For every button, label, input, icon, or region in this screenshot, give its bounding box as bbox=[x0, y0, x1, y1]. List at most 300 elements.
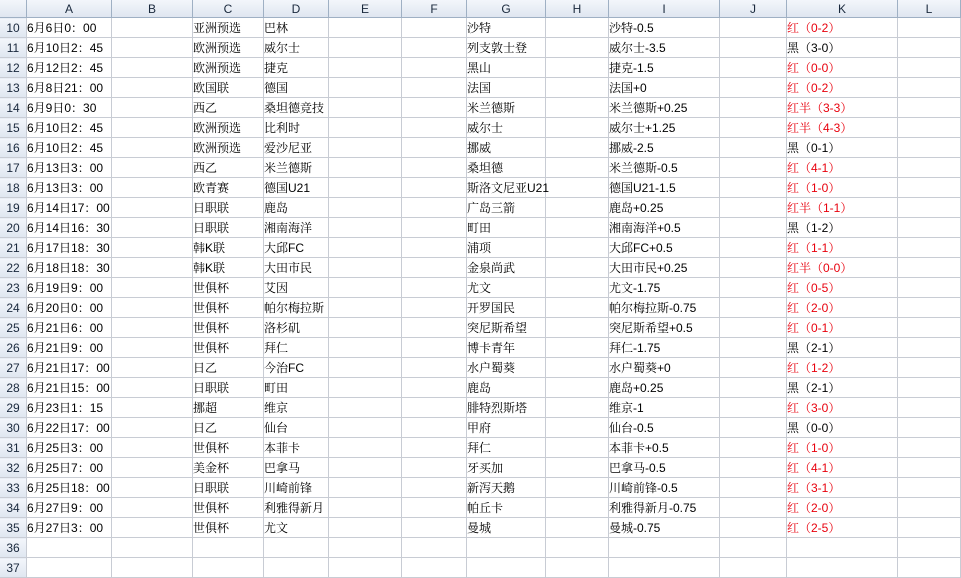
cell-h[interactable] bbox=[546, 518, 609, 538]
table-row[interactable] bbox=[0, 358, 961, 378]
cell-j[interactable] bbox=[720, 538, 787, 558]
cell-result[interactable]: 红（1-2） bbox=[787, 358, 898, 378]
row-header[interactable]: 23 bbox=[0, 278, 27, 298]
cell-pick[interactable]: 威尔士-3.5 bbox=[609, 38, 720, 58]
cell-home-team[interactable]: 大田市民 bbox=[264, 258, 329, 278]
cell-l[interactable] bbox=[898, 538, 961, 558]
cell-away-team[interactable]: 斯洛文尼亚U21 bbox=[467, 178, 546, 198]
cell-home-team[interactable]: 利雅得新月 bbox=[264, 498, 329, 518]
table-row[interactable] bbox=[0, 118, 961, 138]
table-row[interactable] bbox=[0, 338, 961, 358]
row-header[interactable]: 27 bbox=[0, 358, 27, 378]
cell-f[interactable] bbox=[402, 18, 467, 38]
column-header-k[interactable]: K bbox=[787, 0, 898, 18]
cell-l[interactable] bbox=[898, 498, 961, 518]
cell-j[interactable] bbox=[720, 518, 787, 538]
cell-b[interactable] bbox=[112, 138, 193, 158]
cell-f[interactable] bbox=[402, 298, 467, 318]
cell-e[interactable] bbox=[329, 118, 402, 138]
row-header[interactable]: 10 bbox=[0, 18, 27, 38]
cell-result[interactable]: 红（3-0） bbox=[787, 398, 898, 418]
cell-f[interactable] bbox=[402, 398, 467, 418]
row-header[interactable]: 20 bbox=[0, 218, 27, 238]
cell-l[interactable] bbox=[898, 278, 961, 298]
cell-home-team[interactable]: 拜仁 bbox=[264, 338, 329, 358]
cell-away-team[interactable]: 曼城 bbox=[467, 518, 546, 538]
cell-pick[interactable]: 拜仁-1.75 bbox=[609, 338, 720, 358]
cell-f[interactable] bbox=[402, 558, 467, 578]
cell-l[interactable] bbox=[898, 318, 961, 338]
column-header-l[interactable]: L bbox=[898, 0, 961, 18]
cell-l[interactable] bbox=[898, 398, 961, 418]
cell-h[interactable] bbox=[546, 18, 609, 38]
cell-l[interactable] bbox=[898, 198, 961, 218]
cell-j[interactable] bbox=[720, 358, 787, 378]
cell-j[interactable] bbox=[720, 318, 787, 338]
cell-j[interactable] bbox=[720, 78, 787, 98]
row-header[interactable]: 37 bbox=[0, 558, 27, 578]
cell-b[interactable] bbox=[112, 498, 193, 518]
cell-j[interactable] bbox=[720, 378, 787, 398]
cell-date[interactable]: 6月13日3：00 bbox=[27, 158, 112, 178]
cell-league[interactable]: 韩K联 bbox=[193, 238, 264, 258]
cell-league[interactable]: 世俱杯 bbox=[193, 438, 264, 458]
cell-result[interactable]: 红（4-1） bbox=[787, 458, 898, 478]
cell-l[interactable] bbox=[898, 158, 961, 178]
cell-date[interactable]: 6月22日17：00 bbox=[27, 418, 112, 438]
table-row[interactable] bbox=[0, 18, 961, 38]
cell-l[interactable] bbox=[898, 418, 961, 438]
cell-league[interactable]: 世俱杯 bbox=[193, 318, 264, 338]
cell-l[interactable] bbox=[898, 238, 961, 258]
cell-f[interactable] bbox=[402, 358, 467, 378]
cell-pick[interactable]: 捷克-1.5 bbox=[609, 58, 720, 78]
table-row[interactable] bbox=[0, 138, 961, 158]
cell-home-team[interactable]: 町田 bbox=[264, 378, 329, 398]
table-row[interactable] bbox=[0, 78, 961, 98]
cell-f[interactable] bbox=[402, 538, 467, 558]
cell-l[interactable] bbox=[898, 118, 961, 138]
cell-league[interactable]: 日职联 bbox=[193, 198, 264, 218]
cell-home-team[interactable]: 仙台 bbox=[264, 418, 329, 438]
cell-result[interactable]: 红（2-0） bbox=[787, 298, 898, 318]
cell-b[interactable] bbox=[112, 58, 193, 78]
cell-result[interactable]: 红（2-0） bbox=[787, 498, 898, 518]
cell-date[interactable]: 6月6日0：00 bbox=[27, 18, 112, 38]
cell-result[interactable] bbox=[787, 538, 898, 558]
cell-b[interactable] bbox=[112, 318, 193, 338]
cell-home-team[interactable]: 爱沙尼亚 bbox=[264, 138, 329, 158]
cell-result[interactable]: 红（0-1） bbox=[787, 318, 898, 338]
cell-home-team[interactable]: 今治FC bbox=[264, 358, 329, 378]
cell-home-team[interactable]: 鹿岛 bbox=[264, 198, 329, 218]
cell-pick[interactable]: 维京-1 bbox=[609, 398, 720, 418]
cell-e[interactable] bbox=[329, 478, 402, 498]
cell-league[interactable]: 日乙 bbox=[193, 418, 264, 438]
cell-league[interactable]: 韩K联 bbox=[193, 258, 264, 278]
cell-b[interactable] bbox=[112, 338, 193, 358]
cell-pick[interactable]: 仙台-0.5 bbox=[609, 418, 720, 438]
table-row[interactable] bbox=[0, 518, 961, 538]
cell-f[interactable] bbox=[402, 258, 467, 278]
cell-f[interactable] bbox=[402, 378, 467, 398]
cell-l[interactable] bbox=[898, 358, 961, 378]
cell-j[interactable] bbox=[720, 38, 787, 58]
cell-result[interactable] bbox=[787, 558, 898, 578]
cell-away-team[interactable]: 拜仁 bbox=[467, 438, 546, 458]
cell-f[interactable] bbox=[402, 338, 467, 358]
row-header[interactable]: 14 bbox=[0, 98, 27, 118]
cell-date[interactable]: 6月14日16：30 bbox=[27, 218, 112, 238]
cell-h[interactable] bbox=[546, 398, 609, 418]
cell-home-team[interactable]: 威尔士 bbox=[264, 38, 329, 58]
cell-date[interactable]: 6月27日3：00 bbox=[27, 518, 112, 538]
row-header[interactable]: 21 bbox=[0, 238, 27, 258]
cell-h[interactable] bbox=[546, 498, 609, 518]
cell-l[interactable] bbox=[898, 138, 961, 158]
row-header[interactable]: 29 bbox=[0, 398, 27, 418]
cell-f[interactable] bbox=[402, 518, 467, 538]
cell-result[interactable]: 黑（1-2） bbox=[787, 218, 898, 238]
cell-result[interactable]: 黑（0-0） bbox=[787, 418, 898, 438]
cell-b[interactable] bbox=[112, 98, 193, 118]
cell-e[interactable] bbox=[329, 558, 402, 578]
cell-h[interactable] bbox=[546, 138, 609, 158]
cell-b[interactable] bbox=[112, 358, 193, 378]
cell-away-team[interactable]: 鹿岛 bbox=[467, 378, 546, 398]
cell-h[interactable] bbox=[546, 458, 609, 478]
cell-home-team[interactable]: 帕尔梅拉斯 bbox=[264, 298, 329, 318]
column-header-a[interactable]: A bbox=[27, 0, 112, 18]
row-header[interactable]: 19 bbox=[0, 198, 27, 218]
table-row[interactable] bbox=[0, 558, 961, 578]
cell-j[interactable] bbox=[720, 458, 787, 478]
cell-h[interactable] bbox=[546, 298, 609, 318]
cell-away-team[interactable]: 浦项 bbox=[467, 238, 546, 258]
cell-league[interactable]: 日职联 bbox=[193, 218, 264, 238]
cell-home-team[interactable]: 本菲卡 bbox=[264, 438, 329, 458]
cell-away-team[interactable]: 博卡青年 bbox=[467, 338, 546, 358]
cell-pick[interactable] bbox=[609, 558, 720, 578]
cell-l[interactable] bbox=[898, 258, 961, 278]
cell-h[interactable] bbox=[546, 378, 609, 398]
cell-league[interactable]: 美金杯 bbox=[193, 458, 264, 478]
cell-j[interactable] bbox=[720, 178, 787, 198]
cell-result[interactable]: 红（4-1） bbox=[787, 158, 898, 178]
cell-home-team[interactable] bbox=[264, 558, 329, 578]
cell-home-team[interactable]: 巴拿马 bbox=[264, 458, 329, 478]
cell-away-team[interactable]: 挪威 bbox=[467, 138, 546, 158]
cell-f[interactable] bbox=[402, 38, 467, 58]
cell-home-team[interactable]: 大邱FC bbox=[264, 238, 329, 258]
cell-e[interactable] bbox=[329, 378, 402, 398]
cell-away-team[interactable]: 牙买加 bbox=[467, 458, 546, 478]
cell-h[interactable] bbox=[546, 418, 609, 438]
cell-l[interactable] bbox=[898, 558, 961, 578]
cell-b[interactable] bbox=[112, 558, 193, 578]
row-header[interactable]: 12 bbox=[0, 58, 27, 78]
cell-league[interactable]: 欧洲预选 bbox=[193, 138, 264, 158]
cell-date[interactable]: 6月13日3：00 bbox=[27, 178, 112, 198]
cell-l[interactable] bbox=[898, 58, 961, 78]
cell-pick[interactable]: 尤文-1.75 bbox=[609, 278, 720, 298]
cell-f[interactable] bbox=[402, 438, 467, 458]
row-header[interactable]: 32 bbox=[0, 458, 27, 478]
cell-pick[interactable]: 利雅得新月-0.75 bbox=[609, 498, 720, 518]
table-row[interactable] bbox=[0, 178, 961, 198]
cell-b[interactable] bbox=[112, 258, 193, 278]
cell-date[interactable] bbox=[27, 558, 112, 578]
cell-f[interactable] bbox=[402, 498, 467, 518]
cell-b[interactable] bbox=[112, 198, 193, 218]
column-header-f[interactable]: F bbox=[402, 0, 467, 18]
cell-j[interactable] bbox=[720, 118, 787, 138]
cell-l[interactable] bbox=[898, 178, 961, 198]
row-header[interactable]: 22 bbox=[0, 258, 27, 278]
cell-date[interactable]: 6月21日6：00 bbox=[27, 318, 112, 338]
cell-league[interactable]: 欧洲预选 bbox=[193, 58, 264, 78]
table-row[interactable] bbox=[0, 398, 961, 418]
cell-away-team[interactable]: 威尔士 bbox=[467, 118, 546, 138]
cell-pick[interactable]: 挪威-2.5 bbox=[609, 138, 720, 158]
cell-j[interactable] bbox=[720, 18, 787, 38]
cell-result[interactable]: 红（0-5） bbox=[787, 278, 898, 298]
row-header[interactable]: 34 bbox=[0, 498, 27, 518]
cell-f[interactable] bbox=[402, 58, 467, 78]
cell-l[interactable] bbox=[898, 18, 961, 38]
table-row[interactable] bbox=[0, 498, 961, 518]
cell-e[interactable] bbox=[329, 98, 402, 118]
cell-b[interactable] bbox=[112, 178, 193, 198]
cell-home-team[interactable]: 川崎前锋 bbox=[264, 478, 329, 498]
cell-j[interactable] bbox=[720, 338, 787, 358]
cell-pick[interactable] bbox=[609, 538, 720, 558]
cell-date[interactable]: 6月25日7：00 bbox=[27, 458, 112, 478]
cell-date[interactable]: 6月12日2：45 bbox=[27, 58, 112, 78]
cell-h[interactable] bbox=[546, 38, 609, 58]
row-header[interactable]: 17 bbox=[0, 158, 27, 178]
table-row[interactable] bbox=[0, 318, 961, 338]
cell-away-team[interactable]: 新泻天鹅 bbox=[467, 478, 546, 498]
cell-pick[interactable]: 威尔士+1.25 bbox=[609, 118, 720, 138]
cell-h[interactable] bbox=[546, 98, 609, 118]
cell-f[interactable] bbox=[402, 458, 467, 478]
cell-date[interactable]: 6月19日9：00 bbox=[27, 278, 112, 298]
cell-date[interactable]: 6月9日0：30 bbox=[27, 98, 112, 118]
cell-j[interactable] bbox=[720, 58, 787, 78]
cell-league[interactable]: 世俱杯 bbox=[193, 498, 264, 518]
table-row[interactable] bbox=[0, 478, 961, 498]
cell-league[interactable]: 西乙 bbox=[193, 158, 264, 178]
cell-pick[interactable]: 巴拿马-0.5 bbox=[609, 458, 720, 478]
cell-b[interactable] bbox=[112, 458, 193, 478]
cell-away-team[interactable]: 列支敦士登 bbox=[467, 38, 546, 58]
cell-j[interactable] bbox=[720, 298, 787, 318]
cell-date[interactable]: 6月20日0：00 bbox=[27, 298, 112, 318]
cell-j[interactable] bbox=[720, 218, 787, 238]
row-header[interactable]: 35 bbox=[0, 518, 27, 538]
cell-l[interactable] bbox=[898, 38, 961, 58]
cell-e[interactable] bbox=[329, 18, 402, 38]
cell-pick[interactable]: 大田市民+0.25 bbox=[609, 258, 720, 278]
cell-e[interactable] bbox=[329, 498, 402, 518]
cell-e[interactable] bbox=[329, 338, 402, 358]
cell-away-team[interactable] bbox=[467, 558, 546, 578]
table-row[interactable] bbox=[0, 438, 961, 458]
cell-l[interactable] bbox=[898, 458, 961, 478]
cell-pick[interactable]: 鹿岛+0.25 bbox=[609, 198, 720, 218]
column-header-b[interactable]: B bbox=[112, 0, 193, 18]
table-row[interactable] bbox=[0, 458, 961, 478]
cell-j[interactable] bbox=[720, 258, 787, 278]
cell-date[interactable]: 6月21日9：00 bbox=[27, 338, 112, 358]
cell-result[interactable]: 红（2-5） bbox=[787, 518, 898, 538]
cell-away-team[interactable]: 沙特 bbox=[467, 18, 546, 38]
cell-f[interactable] bbox=[402, 118, 467, 138]
cell-result[interactable]: 黑（2-1） bbox=[787, 378, 898, 398]
cell-result[interactable]: 红半（4-3） bbox=[787, 118, 898, 138]
cell-f[interactable] bbox=[402, 318, 467, 338]
cell-result[interactable]: 红（3-1） bbox=[787, 478, 898, 498]
row-header[interactable]: 26 bbox=[0, 338, 27, 358]
cell-h[interactable] bbox=[546, 178, 609, 198]
table-row[interactable] bbox=[0, 58, 961, 78]
cell-f[interactable] bbox=[402, 418, 467, 438]
cell-result[interactable]: 红（0-2） bbox=[787, 78, 898, 98]
cell-b[interactable] bbox=[112, 278, 193, 298]
table-row[interactable] bbox=[0, 38, 961, 58]
cell-result[interactable]: 红（1-0） bbox=[787, 438, 898, 458]
cell-away-team[interactable]: 广岛三箭 bbox=[467, 198, 546, 218]
cell-result[interactable]: 黑（3-0） bbox=[787, 38, 898, 58]
cell-pick[interactable]: 曼城-0.75 bbox=[609, 518, 720, 538]
cell-league[interactable]: 欧青赛 bbox=[193, 178, 264, 198]
cell-e[interactable] bbox=[329, 398, 402, 418]
cell-pick[interactable]: 水户蜀葵+0 bbox=[609, 358, 720, 378]
cell-league[interactable] bbox=[193, 538, 264, 558]
cell-away-team[interactable]: 黑山 bbox=[467, 58, 546, 78]
cell-league[interactable]: 欧洲预选 bbox=[193, 118, 264, 138]
cell-j[interactable] bbox=[720, 418, 787, 438]
cell-result[interactable]: 红半（3-3） bbox=[787, 98, 898, 118]
cell-away-team[interactable]: 町田 bbox=[467, 218, 546, 238]
cell-home-team[interactable]: 德国 bbox=[264, 78, 329, 98]
cell-home-team[interactable]: 米兰德斯 bbox=[264, 158, 329, 178]
cell-pick[interactable]: 沙特-0.5 bbox=[609, 18, 720, 38]
cell-date[interactable]: 6月18日18：30 bbox=[27, 258, 112, 278]
cell-l[interactable] bbox=[898, 78, 961, 98]
row-header[interactable]: 15 bbox=[0, 118, 27, 138]
cell-date[interactable]: 6月21日15：00 bbox=[27, 378, 112, 398]
cell-away-team[interactable]: 开罗国民 bbox=[467, 298, 546, 318]
table-row[interactable] bbox=[0, 258, 961, 278]
cell-away-team[interactable]: 金泉尚武 bbox=[467, 258, 546, 278]
cell-h[interactable] bbox=[546, 278, 609, 298]
cell-pick[interactable]: 鹿岛+0.25 bbox=[609, 378, 720, 398]
cell-h[interactable] bbox=[546, 198, 609, 218]
cell-f[interactable] bbox=[402, 198, 467, 218]
cell-date[interactable]: 6月25日18：00 bbox=[27, 478, 112, 498]
cell-pick[interactable]: 米兰德斯+0.25 bbox=[609, 98, 720, 118]
cell-e[interactable] bbox=[329, 278, 402, 298]
cell-result[interactable]: 红（0-2） bbox=[787, 18, 898, 38]
table-row[interactable] bbox=[0, 278, 961, 298]
cell-league[interactable]: 西乙 bbox=[193, 98, 264, 118]
cell-h[interactable] bbox=[546, 118, 609, 138]
cell-league[interactable]: 挪超 bbox=[193, 398, 264, 418]
cell-e[interactable] bbox=[329, 318, 402, 338]
cell-h[interactable] bbox=[546, 258, 609, 278]
cell-e[interactable] bbox=[329, 138, 402, 158]
cell-e[interactable] bbox=[329, 418, 402, 438]
cell-away-team[interactable]: 米兰德斯 bbox=[467, 98, 546, 118]
cell-j[interactable] bbox=[720, 198, 787, 218]
cell-league[interactable]: 日职联 bbox=[193, 378, 264, 398]
cell-h[interactable] bbox=[546, 158, 609, 178]
cell-f[interactable] bbox=[402, 478, 467, 498]
cell-j[interactable] bbox=[720, 438, 787, 458]
cell-j[interactable] bbox=[720, 158, 787, 178]
cell-away-team[interactable]: 甲府 bbox=[467, 418, 546, 438]
cell-result[interactable]: 黑（2-1） bbox=[787, 338, 898, 358]
cell-h[interactable] bbox=[546, 338, 609, 358]
cell-e[interactable] bbox=[329, 178, 402, 198]
column-header-j[interactable]: J bbox=[720, 0, 787, 18]
cell-date[interactable]: 6月10日2：45 bbox=[27, 38, 112, 58]
cell-l[interactable] bbox=[898, 338, 961, 358]
row-header[interactable]: 18 bbox=[0, 178, 27, 198]
cell-e[interactable] bbox=[329, 518, 402, 538]
cell-h[interactable] bbox=[546, 218, 609, 238]
cell-b[interactable] bbox=[112, 238, 193, 258]
cell-home-team[interactable]: 桑坦德竞技 bbox=[264, 98, 329, 118]
cell-h[interactable] bbox=[546, 58, 609, 78]
cell-league[interactable]: 世俱杯 bbox=[193, 298, 264, 318]
cell-result[interactable]: 红（1-1） bbox=[787, 238, 898, 258]
cell-result[interactable]: 红（1-0） bbox=[787, 178, 898, 198]
cell-h[interactable] bbox=[546, 358, 609, 378]
cell-date[interactable]: 6月10日2：45 bbox=[27, 118, 112, 138]
row-header[interactable]: 24 bbox=[0, 298, 27, 318]
table-row[interactable] bbox=[0, 238, 961, 258]
cell-home-team[interactable]: 尤文 bbox=[264, 518, 329, 538]
cell-e[interactable] bbox=[329, 238, 402, 258]
column-header-d[interactable]: D bbox=[264, 0, 329, 18]
cell-h[interactable] bbox=[546, 538, 609, 558]
cell-j[interactable] bbox=[720, 138, 787, 158]
cell-e[interactable] bbox=[329, 198, 402, 218]
cell-pick[interactable]: 帕尔梅拉斯-0.75 bbox=[609, 298, 720, 318]
cell-date[interactable] bbox=[27, 538, 112, 558]
cell-e[interactable] bbox=[329, 298, 402, 318]
cell-b[interactable] bbox=[112, 78, 193, 98]
cell-h[interactable] bbox=[546, 318, 609, 338]
cell-home-team[interactable]: 捷克 bbox=[264, 58, 329, 78]
select-all-corner[interactable] bbox=[0, 0, 27, 18]
cell-league[interactable]: 世俱杯 bbox=[193, 338, 264, 358]
cell-h[interactable] bbox=[546, 438, 609, 458]
cell-away-team[interactable]: 突尼斯希望 bbox=[467, 318, 546, 338]
table-row[interactable] bbox=[0, 158, 961, 178]
column-header-g[interactable]: G bbox=[467, 0, 546, 18]
row-header[interactable]: 13 bbox=[0, 78, 27, 98]
cell-b[interactable] bbox=[112, 378, 193, 398]
cell-pick[interactable]: 本菲卡+0.5 bbox=[609, 438, 720, 458]
cell-result[interactable]: 红（0-0） bbox=[787, 58, 898, 78]
cell-l[interactable] bbox=[898, 298, 961, 318]
row-header[interactable]: 16 bbox=[0, 138, 27, 158]
row-header[interactable]: 28 bbox=[0, 378, 27, 398]
